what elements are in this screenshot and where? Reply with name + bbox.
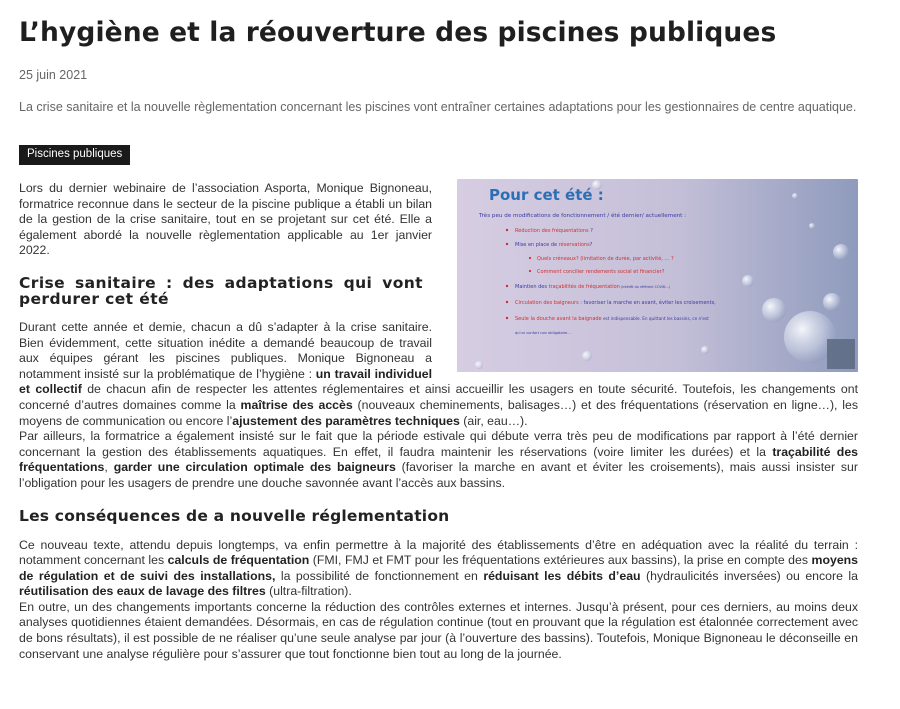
svg-text:Seule la douche avant la baign: Seule la douche avant la baignade est indispensable. En quittant les bassins, ce n'est: [515, 316, 709, 322]
section-heading-regulation: Les conséquences de a nouvelle réglementation: [19, 506, 450, 525]
paragraph-summer: Par ailleurs, la formatrice a également insisté sur le fait que la période estivale qui débute verra très peu de modifications par rapport à l’été dernier concernant la gestion des établissements aquatiques. En effet, il faudra maintenir les réservations (voire limiter les durées) et la traçabilité des fréquentations, garder une circulation optimale des baigneurs (favoriser la marche en avant et éviter les croisements), mais aussi insister sur l’obligation pour les usagers de prendre une douche savonnée avant l’accès aux bassins.: [19, 429, 858, 490]
svg-text:Comment concilier rendements s: Comment concilier rendements social et financier?: [537, 269, 665, 275]
svg-text:Réduction des fréquentations ?: Réduction des fréquentations ?: [515, 228, 593, 234]
slide-title: Pour cet été :: [489, 186, 604, 204]
svg-text:Mise en place de réservations?: Mise en place de réservations?: [515, 242, 593, 248]
article-date: 25 juin 2021: [19, 68, 88, 82]
paragraph-crisis: Durant cette année et demie, chacun a dû s’adapter à la crise sanitaire. Bien évidemment, cette situation inédite a demandé beaucoup de travail aux équipes gérant les piscines publiques. Monique Bignoneau a notamment insisté sur la problématique de l’hygiène : un travail individuel et collectif de chacun afin de respecter les attentes réglementaires et ainsi accueillir les usagers en toute sécurité. Toutefois, les changements ont concerné d’autres domaines comme la maîtrise des accès (nouveaux cheminements, balisages…) et des fréquentations (réservation en ligne…), les moyens de communication ou encore l’ajustement des paramètres techniques (air, eau…).: [19, 319, 858, 428]
article-lead: La crise sanitaire et la nouvelle règlementation concernant les piscines vont entraîner certaines adaptations pour les gestionnaires de centre aquatique.: [19, 100, 857, 114]
svg-text:qu'un confort non obligatoire…: qu'un confort non obligatoire…: [515, 331, 571, 335]
article-title: L’hygiène et la réouverture des piscines publiques: [19, 17, 777, 48]
slide-illustration: [457, 179, 858, 372]
paragraph-controls: En outre, un des changements importants concerne la réduction des contrôles externes et internes. Jusqu’à présent, pour ces derniers, au moins deux analyses quotidiennes étaient demandées. Désormais, en cas de régulation continue (tout en prouvant que la régulation est étalonnée correctement avec de bons résultats), il est possible de ne réaliser qu’une seule analyse par jour (à l’ouverture des bassins). Toutefois, Monique Bignoneau le déconseille en conservant une analyse régulière pour s’assurer que tout fonctionne bien tout au long de la journée.: [19, 599, 858, 661]
paragraph-intro: Lors du dernier webinaire de l’association Asporta, Monique Bignoneau, formatrice reconnue dans le secteur de la piscine publique a établi un bilan de la gestion de la crise sanitaire, tout en se projetant sur cet été. Elle a également abordé la nouvelle règlementation applicable au 1er janvier 2022.: [19, 181, 432, 258]
category-tag[interactable]: Piscines publiques: [19, 145, 130, 165]
logo-thumbnail: [827, 339, 855, 369]
svg-text:Circulation des baigneurs : fa: Circulation des baigneurs : favoriser la marche en avant, éviter les croisements,: [515, 300, 716, 306]
slide-image: [457, 179, 858, 372]
paragraph-regulation: Ce nouveau texte, attendu depuis longtemps, va enfin permettre à la majorité des établissements d’être en adéquation avec la réalité du terrain : notamment concernant les calculs de fréquentation (FMI, FMJ et FMT pour les fréquentations extérieures aux bassins), la prise en compte des moyens de régulation et de suivi des installations, la possibilité de fonctionnement en réduisant les débits d’eau (hydraulicités inversées) ou encore la réutilisation des eaux de lavage des filtres (ultra-filtration).: [19, 537, 859, 599]
slide-subtitle: Très peu de modifications de fonctionnement / été dernier/ actuellement :: [479, 213, 687, 219]
article-body: [19, 181, 858, 662]
section-heading-crisis: Crise sanitaire : des adaptations qui vont perdurer cet été: [19, 273, 423, 309]
svg-text:Maintien des traçabilités de f: Maintien des traçabilités de fréquentation (intérêt du référent COVID…): [515, 284, 671, 290]
svg-text:Quels créneaux? (limitation de: Quels créneaux? (limitation de durée, par activité, … ?: [537, 256, 674, 262]
